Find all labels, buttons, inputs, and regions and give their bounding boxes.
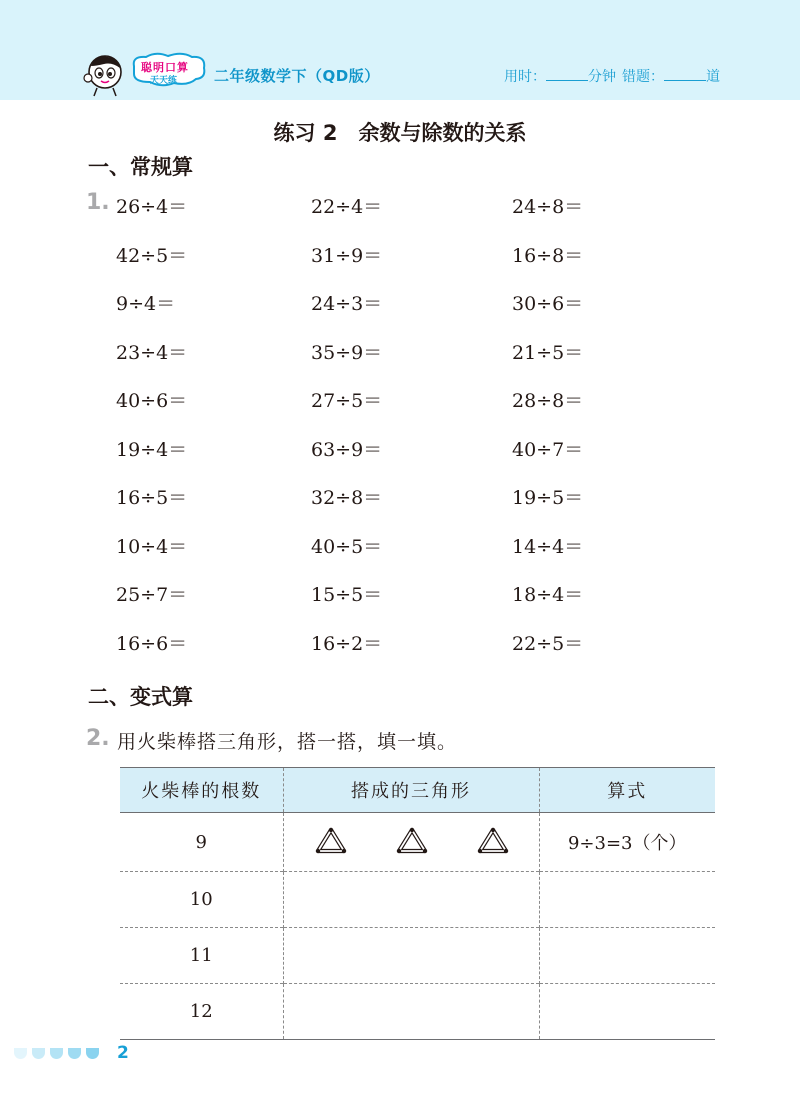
problem: 21÷5＝ [512, 342, 584, 364]
stick-count-cell: 10 [120, 872, 283, 928]
problem: 26÷4＝ [116, 196, 188, 218]
problem: 40÷5＝ [311, 536, 383, 558]
errors-label: 错题： [622, 69, 664, 85]
table-row [120, 928, 715, 984]
problem: 16÷6＝ [116, 633, 188, 655]
formula-cell: 9÷3=3（个） [539, 813, 715, 872]
logo-text-top: 聪明口算 [141, 61, 189, 74]
time-label: 用时： [504, 69, 546, 85]
time-blank[interactable] [546, 68, 588, 81]
stick-count-cell: 12 [120, 984, 283, 1040]
footer-dot [68, 1048, 81, 1059]
problem: 35÷9＝ [311, 342, 383, 364]
table-row [120, 813, 715, 872]
triangles-answer-cell[interactable] [283, 872, 539, 928]
triangles-answer-cell[interactable] [283, 984, 539, 1040]
section-title-routine: 一、常规算 [88, 155, 193, 179]
problem: 27÷5＝ [311, 390, 383, 412]
mascot-icon [82, 52, 128, 98]
problem: 22÷4＝ [311, 196, 383, 218]
stick-count-cell: 11 [120, 928, 283, 984]
problem: 40÷6＝ [116, 390, 188, 412]
book-title: 二年级数学下（QD版） [214, 67, 380, 85]
logo-badge [130, 52, 208, 92]
problem: 32÷8＝ [311, 487, 383, 509]
problem: 31÷9＝ [311, 245, 383, 267]
table-row [120, 872, 715, 928]
problem: 40÷7＝ [512, 439, 584, 461]
header-triangles: 搭成的三角形 [283, 768, 539, 813]
logo-text-bottom: 天天练 [150, 76, 178, 86]
formula-answer-cell[interactable] [539, 928, 715, 984]
footer-dot [32, 1048, 45, 1059]
problem: 18÷4＝ [512, 584, 584, 606]
formula-answer-cell[interactable] [539, 872, 715, 928]
matchstick-triangle-icon [314, 826, 348, 856]
problem: 16÷8＝ [512, 245, 584, 267]
problem: 24÷3＝ [311, 293, 383, 315]
problem: 25÷7＝ [116, 584, 188, 606]
problem: 16÷2＝ [311, 633, 383, 655]
page-number: 2 [117, 1043, 129, 1063]
formula-answer-cell[interactable] [539, 984, 715, 1040]
problem: 10÷4＝ [116, 536, 188, 558]
footer-dot [50, 1048, 63, 1059]
matchstick-table [120, 767, 715, 1040]
table-row [120, 984, 715, 1040]
section-title-variant: 二、变式算 [88, 685, 193, 709]
triangles-cell [283, 813, 539, 872]
problem: 63÷9＝ [311, 439, 383, 461]
problem: 42÷5＝ [116, 245, 188, 267]
problem: 16÷5＝ [116, 487, 188, 509]
question-number-2: 2. [86, 726, 110, 751]
question-instruction: 用火柴棒搭三角形，搭一搭，填一填。 [117, 731, 458, 753]
errors-unit: 道 [706, 69, 720, 85]
header-formula: 算式 [539, 768, 715, 813]
footer-dot [86, 1048, 99, 1059]
time-unit: 分钟 [588, 69, 616, 85]
matchstick-triangle-icon [476, 826, 510, 856]
footer-dot [14, 1048, 27, 1059]
header-stick-count: 火柴棒的根数 [120, 768, 283, 813]
problem: 22÷5＝ [512, 633, 584, 655]
problem: 24÷8＝ [512, 196, 584, 218]
table-header-row [120, 768, 715, 813]
problem: 19÷5＝ [512, 487, 584, 509]
stick-count-cell: 9 [195, 831, 207, 853]
page-title: 练习 2 余数与除数的关系 [273, 121, 527, 145]
problem: 14÷4＝ [512, 536, 584, 558]
problem: 28÷8＝ [512, 390, 584, 412]
time-tracker [504, 66, 720, 86]
problem: 19÷4＝ [116, 439, 188, 461]
problem: 30÷6＝ [512, 293, 584, 315]
question-number-1: 1. [86, 190, 110, 215]
problem: 15÷5＝ [311, 584, 383, 606]
triangles-answer-cell[interactable] [283, 928, 539, 984]
matchstick-triangle-icon [395, 826, 429, 856]
problem: 9÷4＝ [116, 293, 176, 315]
errors-blank[interactable] [664, 68, 706, 81]
problem: 23÷4＝ [116, 342, 188, 364]
